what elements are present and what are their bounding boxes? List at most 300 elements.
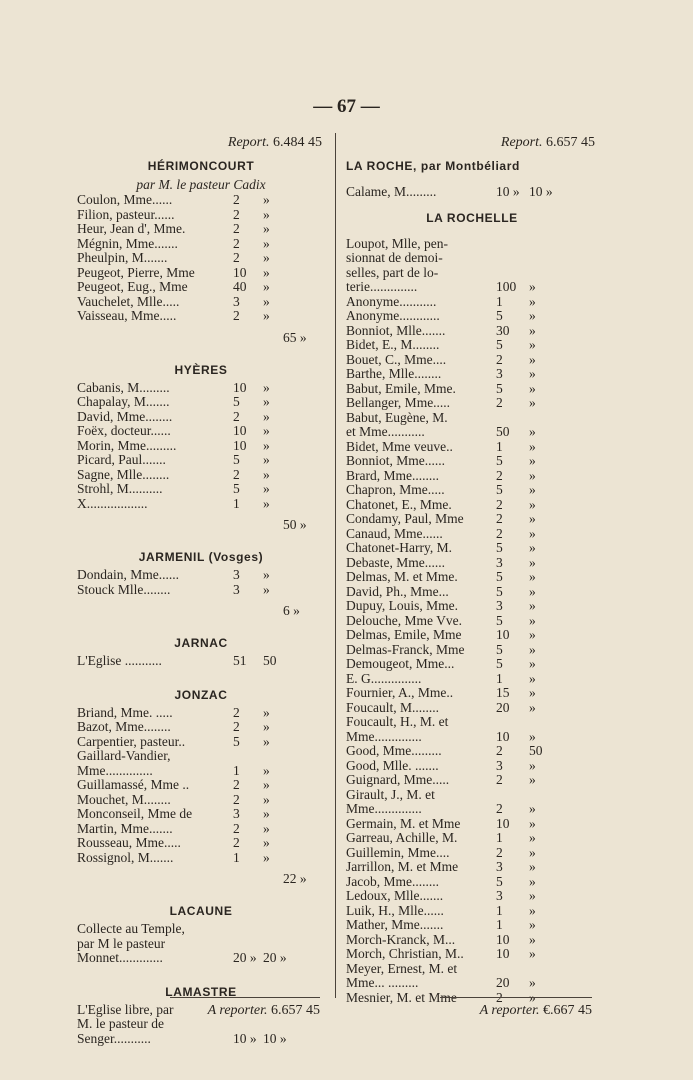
footer-label: A reporter.: [479, 1003, 540, 1018]
entry-amount: 2: [496, 496, 503, 512]
entry-amount: 5: [496, 612, 503, 628]
entry-amount: 5: [496, 337, 503, 352]
entry-amount: 1: [496, 917, 503, 932]
entry-cents: »: [529, 496, 536, 512]
entry-row: [346, 280, 598, 295]
entry-row: [346, 324, 598, 339]
entry-cents: 10 »: [263, 1030, 287, 1046]
section-title: LA ROCHE, par Montbéliard: [346, 159, 520, 173]
entry-row: [346, 976, 598, 991]
entry-cents: »: [529, 337, 536, 352]
entry-name: Morin, Mme.........: [77, 437, 177, 453]
entry-row: [77, 851, 325, 866]
entry-row: [346, 382, 598, 397]
entry-amount: 2: [233, 466, 240, 482]
entry-cents: »: [529, 917, 536, 932]
entry-amount: 2: [233, 192, 240, 207]
entry-amount: 1: [233, 849, 240, 865]
entry-row: [346, 759, 598, 774]
entry-name: David, Ph., Mme...: [346, 583, 449, 599]
footer-amount: €.667 45: [543, 1003, 592, 1018]
entry-name: Monconseil, Mme de: [77, 806, 193, 821]
entry-name: Guillemin, Mme....: [346, 844, 450, 860]
entry-name: Briand, Mme. .....: [77, 704, 173, 720]
spacer: [77, 893, 325, 901]
section-total-amount: 50 »: [283, 517, 307, 532]
entry-cents: »: [529, 395, 536, 410]
entry-cents: »: [529, 888, 536, 903]
entry-cents: »: [529, 540, 536, 555]
entry-cents: »: [529, 873, 536, 889]
entry-amount: 10: [233, 264, 247, 280]
entry-name: Rousseau, Mme.....: [77, 835, 181, 850]
entry-amount: 1: [496, 670, 503, 686]
entry-row: [77, 237, 325, 252]
section-total-amount: 22 »: [283, 871, 307, 886]
entry-row: [346, 817, 598, 832]
spacer: [77, 677, 325, 685]
entry-cents: »: [529, 525, 536, 541]
section-total: [77, 511, 325, 539]
entry-amount: 2: [233, 221, 240, 236]
entry-cents: »: [263, 849, 270, 865]
footer-amount: 6.657 45: [271, 1003, 320, 1018]
entry-row: [77, 266, 325, 281]
entry-name: Calame, M.........: [346, 184, 437, 199]
entry-row: [77, 424, 325, 439]
entry-cents: »: [529, 627, 536, 642]
entry-amount: 50: [496, 424, 510, 439]
entry-name: Bazot, Mme........: [77, 719, 171, 734]
entry-row: [77, 453, 325, 468]
entry-name: Babut, Emile, Mme.: [346, 380, 456, 396]
entry-name: et Mme...........: [346, 424, 425, 439]
entry-name: Delmas, Emile, Mme: [346, 627, 462, 642]
entry-amount: 1: [233, 495, 240, 511]
entry-cents: »: [263, 408, 270, 424]
entry-row: [346, 962, 598, 977]
report-amount: 6.657 45: [546, 135, 595, 150]
entry-row: [346, 599, 598, 614]
entry-cents: »: [529, 931, 536, 947]
entry-cents: »: [529, 554, 536, 570]
entry-amount: 15: [496, 685, 510, 700]
entry-amount: 2: [496, 801, 503, 816]
entry-cents: »: [529, 293, 536, 309]
entry-row: [346, 411, 598, 426]
entry-name: Foëx, docteur......: [77, 423, 171, 438]
entry-name: Carpentier, pasteur..: [77, 733, 186, 749]
entry-cents: »: [529, 772, 536, 787]
entry-amount: 2: [233, 206, 240, 222]
entry-row: [346, 657, 598, 672]
section-total-amount: 6 »: [283, 603, 300, 618]
entry-amount: 2: [496, 743, 503, 758]
footer-report: [170, 997, 320, 1020]
entry-amount: 5: [496, 540, 503, 555]
entry-amount: 10: [496, 931, 510, 947]
entry-name: Germain, M. et Mme: [346, 815, 461, 831]
entry-amount: 3: [233, 293, 240, 309]
entry-cents: »: [529, 438, 536, 454]
spacer: [346, 200, 598, 208]
entry-name: Foucault, H., M. et: [346, 714, 449, 729]
entry-name: Canaud, Mme......: [346, 525, 443, 541]
section-total: [77, 324, 325, 352]
entry-name: L'Eglise libre, par: [77, 1001, 174, 1017]
entry-row: [346, 831, 598, 846]
entry-row: [77, 395, 325, 410]
entry-name: Bidet, E., M........: [346, 337, 440, 352]
entry-name: Senger...........: [77, 1030, 151, 1046]
entry-row: [346, 425, 598, 440]
entry-amount: 5: [496, 482, 503, 497]
entry-row: [77, 468, 325, 483]
entry-name: Fournier, A., Mme..: [346, 685, 454, 700]
entry-name: par M le pasteur: [77, 935, 166, 951]
entry-row: [77, 720, 325, 735]
entry-row: [346, 628, 598, 643]
entry-name: Jarrillon, M. et Mme: [346, 859, 459, 874]
entry-amount: 2: [496, 989, 503, 1005]
entry-amount: 2: [496, 351, 503, 367]
entry-name: Heur, Jean d', Mme.: [77, 221, 186, 236]
entry-row: [346, 469, 598, 484]
entry-name: Collecte au Temple,: [77, 921, 185, 936]
entry-row: [77, 280, 325, 295]
entry-amount: 3: [496, 888, 503, 903]
entry-row: [346, 367, 598, 382]
entry-row: [77, 807, 325, 822]
entry-name: Good, Mlle. .......: [346, 757, 439, 773]
entry-amount: 5: [233, 481, 240, 496]
entry-row: [77, 1032, 325, 1047]
entry-row: [77, 222, 325, 237]
entry-row: [346, 353, 598, 368]
entry-row: [346, 396, 598, 411]
entry-amount: 3: [233, 806, 240, 821]
entry-cents: »: [263, 279, 270, 294]
entry-row: [346, 715, 598, 730]
entry-name: Jacob, Mme........: [346, 873, 439, 889]
entry-amount: 3: [496, 366, 503, 381]
entry-row: [346, 788, 598, 803]
entry-row: [346, 947, 598, 962]
entry-name: sionnat de demoi-: [346, 250, 443, 265]
entry-amount: 2: [233, 777, 240, 792]
entry-row: [346, 744, 598, 759]
entry-amount: 10: [496, 815, 510, 831]
entry-name: Luik, H., Mlle......: [346, 902, 444, 918]
entry-row: [77, 381, 325, 396]
entry-row: [77, 706, 325, 721]
entry-name: Barthe, Mlle........: [346, 366, 442, 381]
entry-cents: »: [263, 733, 270, 749]
entry-name: Gaillard-Vandier,: [77, 748, 171, 763]
entry-amount: 1: [496, 830, 503, 845]
entry-row: [77, 568, 325, 583]
entry-cents: »: [263, 308, 270, 323]
entry-cents: »: [529, 670, 536, 686]
entry-amount: 5: [496, 641, 503, 657]
entry-cents: »: [263, 791, 270, 807]
entry-amount: 3: [496, 859, 503, 874]
entry-amount: 5: [233, 733, 240, 749]
entry-cents: »: [529, 830, 536, 845]
report-label: Report.: [500, 135, 543, 150]
entry-amount: 5: [496, 380, 503, 396]
entry-name: Mme..............: [346, 728, 422, 744]
section-title: LACAUNE: [169, 904, 233, 918]
entry-name: Sagne, Mlle........: [77, 466, 170, 482]
entry-amount: 2: [233, 250, 240, 265]
entry-amount: 5: [496, 308, 503, 323]
entry-row: [346, 889, 598, 904]
entry-name: Dupuy, Louis, Mme.: [346, 598, 458, 613]
section-title: LA ROCHELLE: [426, 210, 518, 225]
entry-amount: 5: [496, 873, 503, 889]
section-total-amount: 65 »: [283, 329, 307, 345]
entry-amount: 5: [496, 583, 503, 599]
spacer: [77, 539, 325, 547]
entry-amount: 3: [496, 598, 503, 613]
entry-row: [346, 440, 598, 455]
entry-name: X..................: [77, 495, 148, 511]
entry-name: Bonniot, Mme......: [346, 453, 446, 468]
entry-cents: »: [529, 757, 536, 773]
entry-cents: »: [529, 279, 536, 294]
entry-name: Loupot, Mlle, pen-: [346, 235, 448, 251]
entry-row: [77, 822, 325, 837]
section-title: HYÈRES: [174, 362, 228, 377]
entry-amount: 3: [496, 757, 503, 773]
entry-cents: »: [263, 762, 270, 778]
spacer: [77, 974, 325, 982]
entry-row: [77, 749, 325, 764]
entry-name: Picard, Paul.......: [77, 452, 166, 467]
entry-cents: »: [263, 481, 270, 496]
entry-name: terie..............: [346, 279, 418, 294]
entry-cents: »: [529, 308, 536, 323]
entry-name: Condamy, Paul, Mme: [346, 511, 464, 526]
entry-row: [77, 439, 325, 454]
section-title: JARNAC: [174, 636, 228, 650]
entry-name: Strohl, M..........: [77, 481, 163, 496]
entry-name: Chapron, Mme.....: [346, 482, 445, 497]
entry-row: [77, 735, 325, 750]
entry-cents: »: [263, 466, 270, 482]
entry-row: [346, 918, 598, 933]
report-line: [346, 130, 598, 156]
entry-cents: »: [529, 424, 536, 439]
entry-name: Meyer, Ernest, M. et: [346, 960, 458, 976]
entry-amount: 1: [496, 438, 503, 454]
entry-cents: »: [529, 598, 536, 613]
entry-amount: 5: [496, 656, 503, 671]
section-total: [77, 865, 325, 893]
entry-cents: 50: [529, 743, 543, 758]
entry-name: Cabanis, M.........: [77, 379, 170, 395]
entry-name: Bidet, Mme veuve..: [346, 438, 453, 454]
entry-amount: 3: [233, 581, 240, 597]
entry-row: [77, 208, 325, 223]
entry-name: Bouet, C., Mme....: [346, 351, 447, 367]
entry-row: [346, 643, 598, 658]
entry-name: Mme... .........: [346, 975, 419, 990]
right-column: [346, 130, 598, 1005]
entry-amount: 10: [496, 946, 510, 961]
entry-name: Demougeot, Mme...: [346, 656, 455, 671]
entry-name: E. G...............: [346, 670, 422, 686]
entry-row: [346, 541, 598, 556]
entry-amount: 100: [496, 279, 517, 294]
entry-amount: 30: [496, 322, 510, 338]
entry-name: Delmas, M. et Mme.: [346, 569, 458, 584]
entry-cents: »: [529, 815, 536, 831]
entry-name: Morch, Christian, M..: [346, 946, 464, 961]
entry-amount: 40: [233, 279, 247, 294]
entry-amount: 2: [233, 704, 240, 720]
entry-name: Mather, Mme.......: [346, 917, 444, 932]
entry-cents: »: [263, 452, 270, 467]
entry-name: M. le pasteur de: [77, 1016, 164, 1031]
entry-cents: »: [263, 437, 270, 453]
entry-cents: »: [529, 728, 536, 744]
entry-amount: 5: [496, 453, 503, 468]
entry-cents: »: [529, 685, 536, 700]
entry-name: Debaste, Mme......: [346, 554, 445, 570]
entry-row: [346, 773, 598, 788]
entry-cents: »: [529, 902, 536, 918]
entry-amount: 2: [233, 835, 240, 850]
entry-amount: 2: [233, 235, 240, 251]
entry-name: Bonniot, Mlle.......: [346, 322, 446, 338]
entry-name: Chatonet, E., Mme.: [346, 496, 452, 512]
entry-name: L'Eglise ...........: [77, 653, 162, 668]
entry-cents: »: [529, 583, 536, 599]
entry-amount: 3: [496, 554, 503, 570]
entry-name: Delouche, Mme Vve.: [346, 612, 462, 628]
entry-row: [77, 836, 325, 851]
entry-row: [346, 295, 598, 310]
entry-name: Chapalay, M.......: [77, 394, 170, 409]
entry-row: [346, 933, 598, 948]
entry-row: [346, 802, 598, 817]
entry-name: Mesnier, M. et Mme: [346, 989, 457, 1005]
entry-name: Delmas-Franck, Mme: [346, 641, 465, 657]
spacer: [77, 966, 325, 974]
entry-cents: »: [529, 641, 536, 657]
entry-row: [346, 237, 598, 252]
entry-cents: »: [529, 380, 536, 396]
entry-cents: »: [263, 581, 270, 597]
entry-amount: 10 »: [496, 184, 520, 199]
entry-amount: 10: [233, 437, 247, 453]
entry-row: [77, 951, 325, 966]
entry-row: [77, 793, 325, 808]
report-amount: 6.484 45: [273, 135, 322, 150]
entry-cents: »: [263, 704, 270, 720]
entry-amount: 2: [496, 772, 503, 787]
entry-name: Peugeot, Eug., Mme: [77, 279, 188, 294]
entry-amount: 51: [233, 653, 247, 668]
entry-cents: »: [529, 467, 536, 483]
column-divider: [335, 133, 336, 998]
entry-row: [77, 482, 325, 497]
entry-row: [346, 875, 598, 890]
entry-amount: 5: [496, 569, 503, 584]
entry-cents: »: [529, 699, 536, 715]
entry-row: [346, 904, 598, 919]
entry-row: [77, 309, 325, 324]
entry-amount: 5: [233, 452, 240, 467]
entry-row: [346, 454, 598, 469]
entry-amount: 2: [233, 719, 240, 734]
entry-row: [346, 251, 598, 266]
entry-name: Vauchelet, Mlle.....: [77, 293, 180, 309]
entry-name: Brard, Mme........: [346, 467, 439, 483]
entry-name: Mme..............: [346, 801, 422, 816]
entry-name: Coulon, Mme......: [77, 192, 173, 207]
entry-name: Vaisseau, Mme.....: [77, 308, 177, 323]
entry-name: Guignard, Mme.....: [346, 772, 450, 787]
entry-cents: »: [263, 379, 270, 395]
entry-row: [77, 654, 325, 669]
entry-amount: 2: [496, 511, 503, 526]
footer-label: A reporter.: [207, 1003, 268, 1018]
entry-amount: 2: [233, 308, 240, 323]
entry-cents: 10 »: [529, 184, 553, 199]
entry-row: [346, 570, 598, 585]
entry-amount: 10: [496, 728, 510, 744]
entry-row: [77, 193, 325, 208]
entry-amount: 2: [496, 395, 503, 410]
section-title: JONZAC: [174, 687, 228, 702]
entry-cents: 20 »: [263, 950, 287, 965]
entry-name: Anonyme............: [346, 308, 440, 323]
spacer: [77, 1046, 325, 1054]
entry-name: Mme..............: [77, 762, 153, 778]
entry-amount: 3: [233, 567, 240, 582]
entry-row: [346, 614, 598, 629]
entry-cents: »: [529, 366, 536, 381]
entry-amount: 2: [496, 844, 503, 860]
entry-cents: »: [263, 250, 270, 265]
entry-cents: »: [263, 221, 270, 236]
entry-row: [77, 922, 325, 937]
entry-row: [346, 309, 598, 324]
entry-cents: »: [263, 835, 270, 850]
entry-cents: »: [263, 206, 270, 222]
entry-cents: 50: [263, 653, 277, 668]
entry-name: Anonyme...........: [346, 293, 437, 309]
entry-amount: 1: [233, 762, 240, 778]
entry-row: [77, 764, 325, 779]
entry-row: [346, 556, 598, 571]
entry-cents: »: [263, 820, 270, 836]
entry-row: [77, 583, 325, 598]
entry-row: [346, 527, 598, 542]
entry-amount: 20: [496, 699, 510, 715]
entry-cents: »: [529, 656, 536, 671]
entry-amount: 10: [233, 423, 247, 438]
entry-name: Peugeot, Pierre, Mme: [77, 264, 195, 280]
entry-amount: 2: [233, 408, 240, 424]
entry-name: Foucault, M........: [346, 699, 439, 715]
section-subtitle: par M. le pasteur Cadix: [136, 177, 266, 192]
entry-amount: 10: [496, 627, 510, 642]
entry-amount: 5: [233, 394, 240, 409]
